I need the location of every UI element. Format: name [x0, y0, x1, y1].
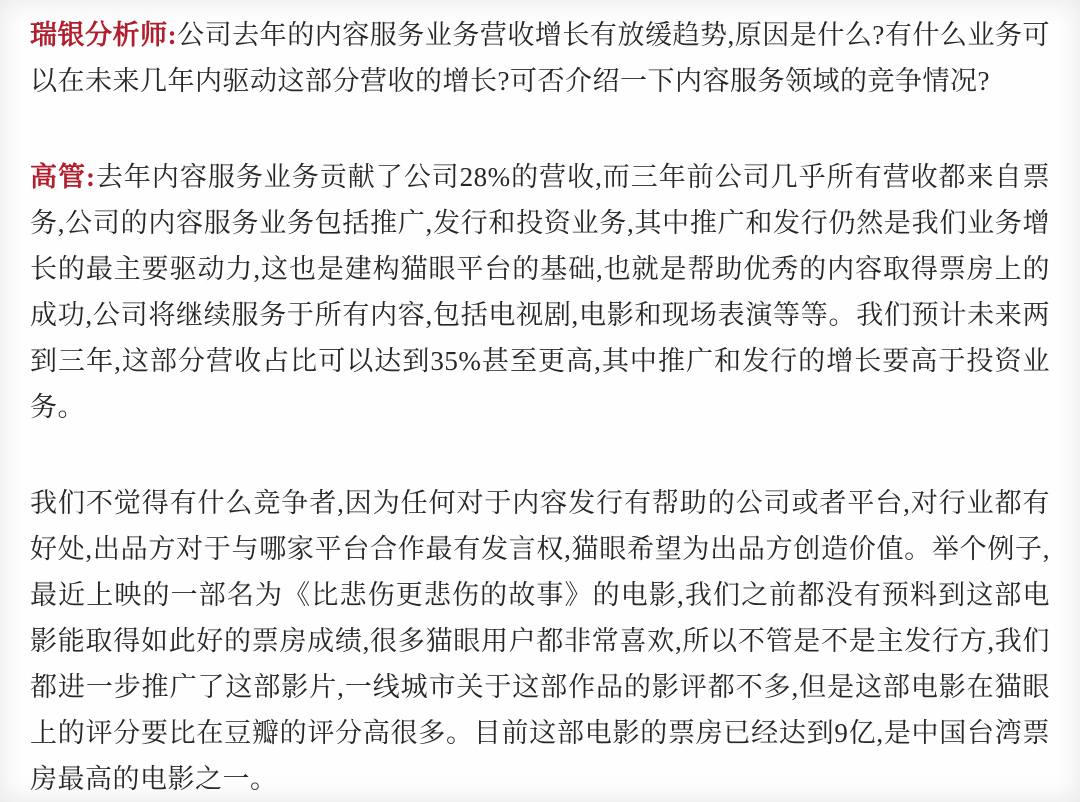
analyst-question-paragraph: [30, 12, 1050, 104]
speaker-label-executive: 高管:: [30, 162, 96, 192]
executive-answer-text: 去年内容服务业务贡献了公司28%的营收,而三年前公司几乎所有营收都来自票务,公司的内容服务业务包括推广,发行和投资业务,其中推广和发行仍然是我们业务增长的最主要驱动力,这也是建构猫眼平台的基础,也就是帮助优秀的内容取得票房上的成功,公司将继续服务于所有内容,包括电视剧,电影和现场表演等等。我们预计未来两到三年,这部分营收占比可以达到35%甚至更高,其中推广和发行的增长要高于投资业务。: [30, 162, 1050, 422]
analyst-question-text: 公司去年的内容服务业务营收增长有放缓趋势,原因是什么?有什么业务可以在未来几年内驱动这部分营收的增长?可否介绍一下内容服务领域的竞争情况?: [30, 20, 1050, 96]
speaker-label-analyst: 瑞银分析师:: [30, 20, 178, 50]
executive-answer-continued-text: 我们不觉得有什么竞争者,因为任何对于内容发行有帮助的公司或者平台,对行业都有好处,出品方对于与哪家平台合作最有发言权,猫眼希望为出品方创造价值。举个例子,最近上映的一部名为《比悲伤更悲伤的故事》的电影,我们之前都没有预料到这部电影能取得如此好的票房成绩,很多猫眼用户都非常喜欢,所以不管是不是主发行方,我们都进一步推广了这部影片,一线城市关于这部作品的影评都不多,但是这部电影在猫眼上的评分要比在豆瓣的评分高很多。目前这部电影的票房已经达到9亿,是中国台湾票房最高的电影之一。: [30, 488, 1050, 794]
executive-answer-continued-paragraph: [30, 480, 1050, 802]
executive-answer-paragraph: [30, 154, 1050, 430]
